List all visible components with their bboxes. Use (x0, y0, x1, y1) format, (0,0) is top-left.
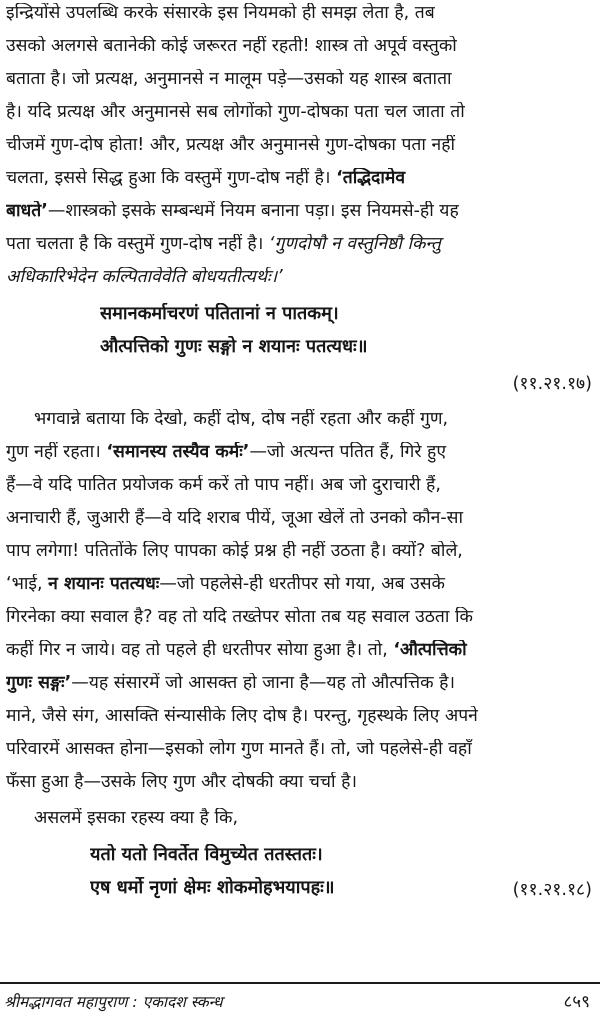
quoted-sanskrit: गुणः सङ्गः’ (6, 673, 72, 693)
text-line: अनाचारी हैं, जुआरी हैं—वे यदि शराब पीयें, जूआ खेलें तो उनको कौन-सा (6, 508, 464, 528)
verse-line: औत्पत्तिको गुणः सङ्गो न शयानः पतत्यधः॥ (100, 336, 368, 357)
running-footer-title: श्रीमद्भागवत महापुराण : एकादश स्कन्ध (4, 993, 223, 1011)
text-line: बताता है। जो प्रत्यक्ष, अनुमानसे न मालूम पड़े—उसको यह शास्त्र बताता (6, 69, 452, 89)
text-line: असलमें इसका रहस्य क्या है कि, (34, 808, 239, 828)
text-run: गुण नहीं रहता। (6, 442, 101, 462)
quoted-sanskrit: बाधते’ (6, 201, 48, 221)
footer-divider (0, 982, 600, 984)
text-run: पता चलता है कि वस्तुमें गुण-दोष नहीं है। (6, 234, 264, 254)
text-run: —शास्त्रको इसके सम्बन्धमें नियम बनाना पड़ा। इस नियमसे-ही यह (47, 201, 459, 221)
text-line: इन्द्रियोंसे उपलब्धि करके संसारके इस नियमको ही समझ लेता है, तब (6, 3, 435, 23)
text-line: माने, जैसे संग, आसक्ति संन्यासीके लिए दोष है। परन्तु, गृहस्थके लिए अपने (6, 706, 478, 726)
verse-reference: (११.२१.१८) (512, 880, 592, 900)
text-run: ‘भाई, (6, 574, 43, 594)
text-line: पाप लगेगा! पतितोंके लिए पापका कोई प्रश्न ही नहीं उठता है। क्यों? बोले, (6, 541, 463, 561)
quoted-sanskrit: ‘औत्पत्तिको (393, 640, 467, 660)
text-run: कहीं गिर न जाये। वह तो पहले ही धरतीपर सोया हुआ है। तो, (6, 640, 388, 660)
verse-line: समानकर्माचरणं पतितानां न पातकम्। (100, 303, 339, 324)
text-line (6, 168, 594, 189)
text-run: —यह संसारमें जो आसक्त हो जाना है—यह तो औत्पत्तिक है। (71, 673, 456, 693)
text-run: —जो पहलेसे-ही धरतीपर सो गया, अब उसके (159, 574, 445, 594)
verse-reference: (११.२१.१७) (512, 374, 592, 394)
verse-line: यतो यतो निवर्तेत विमुच्येत ततस्ततः। (90, 844, 323, 865)
page-number: ८५९ (563, 992, 590, 1012)
quoted-sanskrit: न शयानः पतत्यधः (48, 574, 160, 594)
quoted-commentary: ‘गुणदोषौ न वस्तुनिष्ठौ किन्तु (268, 234, 441, 254)
text-line: फँसा हुआ है—उसके लिए गुण और दोषकी क्या चर्चा है। (6, 772, 358, 792)
text-run: चलता, इससे सिद्ध हुआ कि वस्तुमें गुण-दोष नहीं है। (6, 168, 331, 188)
text-line (6, 640, 594, 661)
text-line: उसको अलगसे बतानेकी कोई जरूरत नहीं रहती! शास्त्र तो अपूर्व वस्तुको (6, 36, 457, 56)
quoted-commentary: अधिकारिभेदेन कल्पितावेवेति बोधयतीत्यर्थः।’ (6, 267, 283, 287)
quoted-sanskrit: ‘तद्भिदामेव (336, 168, 406, 188)
text-line: चीजमें गुण-दोष होता! और, प्रत्यक्ष और अनुमानसे गुण-दोषका पता नहीं (6, 135, 456, 155)
text-run: —जो अत्यन्त पतित हैं, गिरे हुए (249, 442, 447, 462)
verse-line: एष धर्मो नृणां क्षेमः शोकमोहभयापहः॥ (90, 877, 335, 898)
text-line (6, 201, 594, 222)
quoted-sanskrit: ‘समानस्य तस्यैव कर्मः’ (106, 442, 250, 462)
text-line (6, 442, 594, 463)
text-line: भगवान्ने बताया कि देखो, कहीं दोष, दोष नहीं रहता और कहीं गुण, (34, 409, 449, 429)
text-line (6, 574, 594, 595)
text-line (6, 673, 594, 694)
text-line: है। यदि प्रत्यक्ष और अनुमानसे सब लोगोंको गुण-दोषका पता चल जाता तो (6, 102, 465, 122)
text-line: गिरनेका क्या सवाल है? वह तो यदि तख्तेपर सोता तब यह सवाल उठता कि (6, 607, 473, 627)
text-line: परिवारमें आसक्त होना—इसको लोग गुण मानते हैं। तो, जो पहलेसे-ही वहाँ (6, 739, 472, 759)
text-line: हैं—वे यदि पातित प्रयोजक कर्म करें तो पाप नहीं। अब जो दुराचारी हैं, (6, 475, 441, 495)
text-line (6, 234, 594, 255)
